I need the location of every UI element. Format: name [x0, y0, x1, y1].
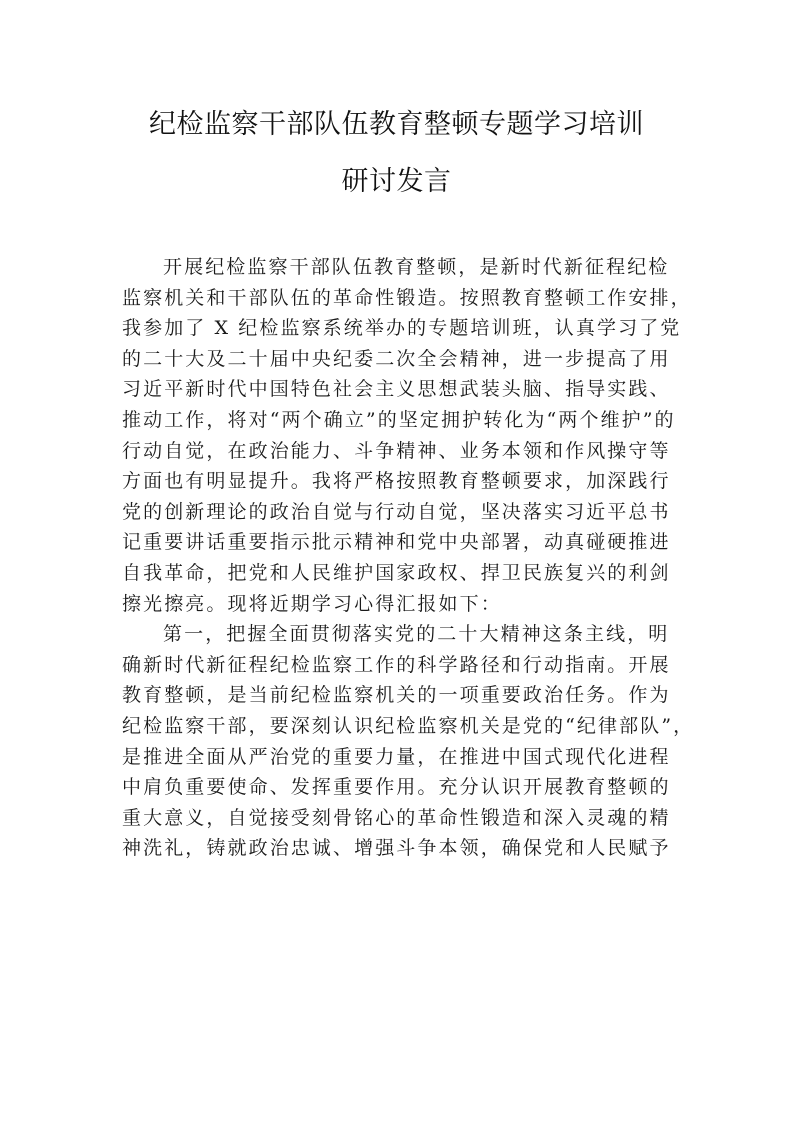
text-line: 第一，把握全面贯彻落实党的二十大精神这条主线，明: [163, 623, 670, 646]
document-body: [122, 252, 695, 864]
text-line: 自我革命，把党和人民维护国家政权、捍卫民族复兴的利剑: [122, 561, 671, 584]
text-line: 监察机关和干部队伍的革命性锻造。按照教育整顿工作安排，: [122, 286, 692, 309]
text-line: 确新时代新征程纪检监察工作的科学路径和行动指南。开展: [122, 653, 671, 676]
text-line: 纪检监察干部，要深刻认识纪检监察机关是党的“纪律部队”，: [122, 714, 695, 737]
paragraph-first-point: [122, 619, 695, 864]
text-line: 党的创新理论的政治自觉与行动自觉，坚决落实习近平总书: [122, 500, 671, 523]
text-line: 记重要讲话重要指示批示精神和党中央部署，动真碰硬推进: [122, 531, 671, 554]
paragraph-introduction: [122, 252, 692, 619]
text-line: 教育整顿，是当前纪检监察机关的一项重要政治任务。作为: [122, 684, 671, 707]
text-line: 方面也有明显提升。我将严格按照教育整顿要求，加深践行: [122, 470, 671, 493]
text-line: 中肩负重要使命、发挥重要作用。充分认识开展教育整顿的: [122, 776, 671, 799]
text-line: 的二十大及二十届中央纪委二次全会精神，进一步提高了用: [122, 347, 671, 370]
text-line: 神洗礼，铸就政治忠诚、增强斗争本领，确保党和人民赋予: [122, 837, 671, 860]
document-title-line-1: 纪检监察干部队伍教育整顿专题学习培训: [149, 109, 644, 140]
text-line: 习近平新时代中国特色社会主义思想武装头脑、指导实践、: [122, 378, 671, 401]
text-line: 擦光擦亮。现将近期学习心得汇报如下：: [122, 592, 502, 615]
text-line: 开展纪检监察干部队伍教育整顿，是新时代新征程纪检: [163, 256, 670, 278]
text-line: 行动自觉，在政治能力、斗争精神、业务本领和作风操守等: [122, 439, 671, 462]
text-line: 重大意义，自觉接受刻骨铭心的革命性锻造和深入灵魂的精: [122, 806, 671, 829]
text-line: 是推进全面从严治党的重要力量，在推进中国式现代化进程: [122, 745, 671, 768]
text-line: 推动工作，将对“两个确立”的坚定拥护转化为“两个维护”的: [122, 408, 676, 431]
text-line: 我参加了 X 纪检监察系统举办的专题培训班，认真学习了党: [122, 317, 682, 340]
document-title-line-2: 研讨发言: [341, 166, 452, 197]
